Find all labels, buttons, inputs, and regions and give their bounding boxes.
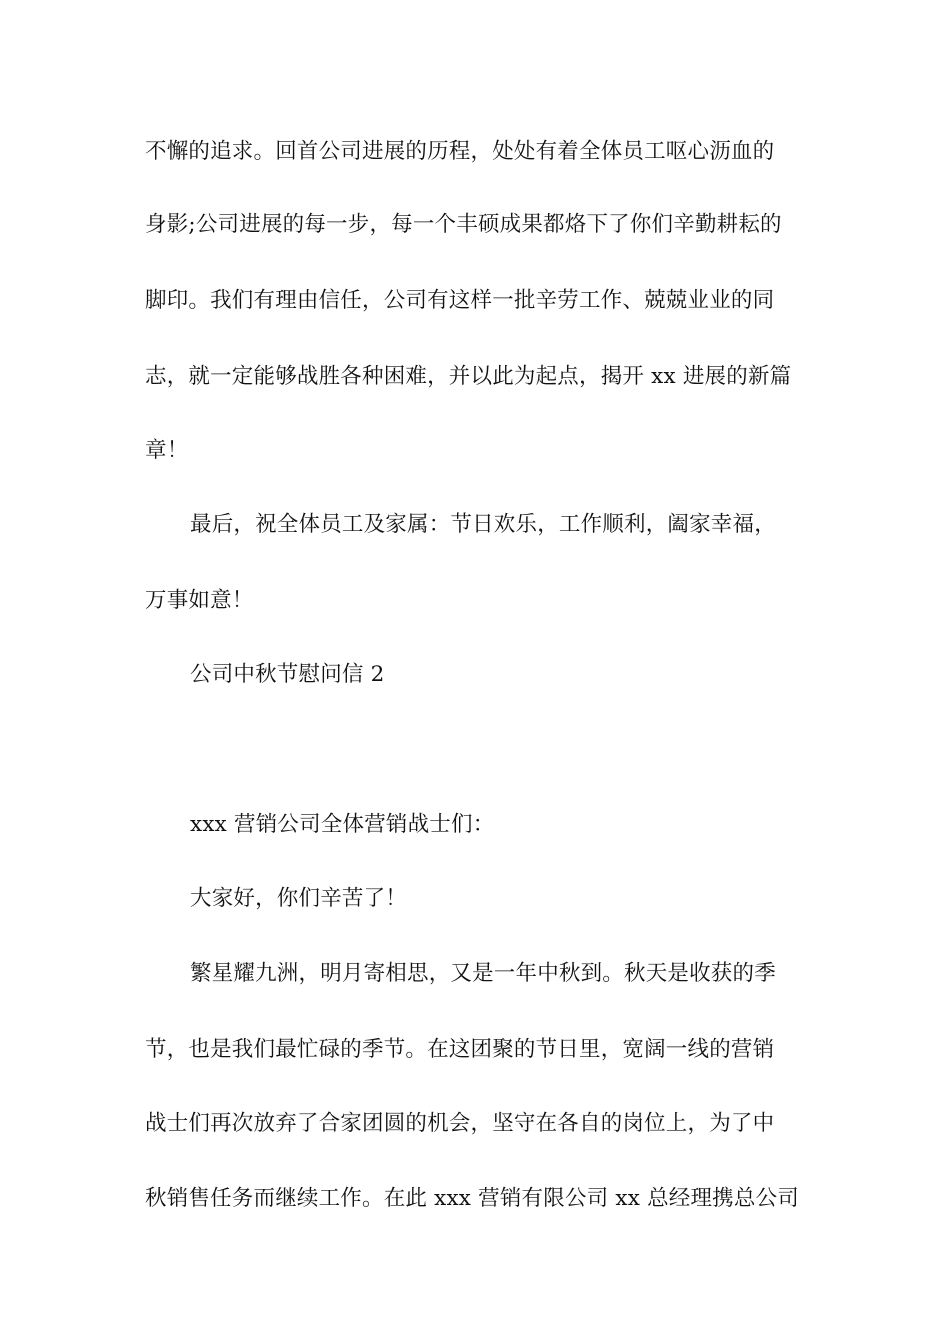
paragraph-line: 节，也是我们最忙碌的季节。在这团聚的节日里，宽阔一线的营销 xyxy=(145,1037,775,1062)
salutation-line: xxx 营销公司全体营销战士们： xyxy=(190,812,495,837)
section-title: 公司中秋节慰问信 2 xyxy=(190,662,385,687)
paragraph-line: 脚印。我们有理由信任，公司有这样一批辛劳工作、兢兢业业的同 xyxy=(145,288,775,313)
closing-line: 最后，祝全体员工及家属：节日欢乐，工作顺利，阖家幸福， xyxy=(190,512,776,537)
paragraph-line: 不懈的追求。回首公司进展的历程，处处有着全体员工呕心沥血的 xyxy=(145,139,775,164)
paragraph-line: 秋销售任务而继续工作。在此 xxx 营销有限公司 xx 总经理携总公司 xyxy=(145,1186,799,1211)
paragraph-line: 身影;公司进展的每一步，每一个丰硕成果都烙下了你们辛勤耕耘的 xyxy=(145,212,782,237)
paragraph-line: 章！ xyxy=(145,438,189,463)
greeting-line: 大家好，你们辛苦了！ xyxy=(190,886,408,911)
paragraph-line: 志，就一定能够战胜各种困难，并以此为起点，揭开 xx 进展的新篇 xyxy=(145,364,792,389)
closing-line: 万事如意！ xyxy=(145,588,254,613)
paragraph-line: 战士们再次放弃了合家团圆的机会，坚守在各自的岗位上，为了中 xyxy=(145,1111,775,1136)
paragraph-line: 繁星耀九洲，明月寄相思，又是一年中秋到。秋天是收获的季 xyxy=(190,961,776,986)
